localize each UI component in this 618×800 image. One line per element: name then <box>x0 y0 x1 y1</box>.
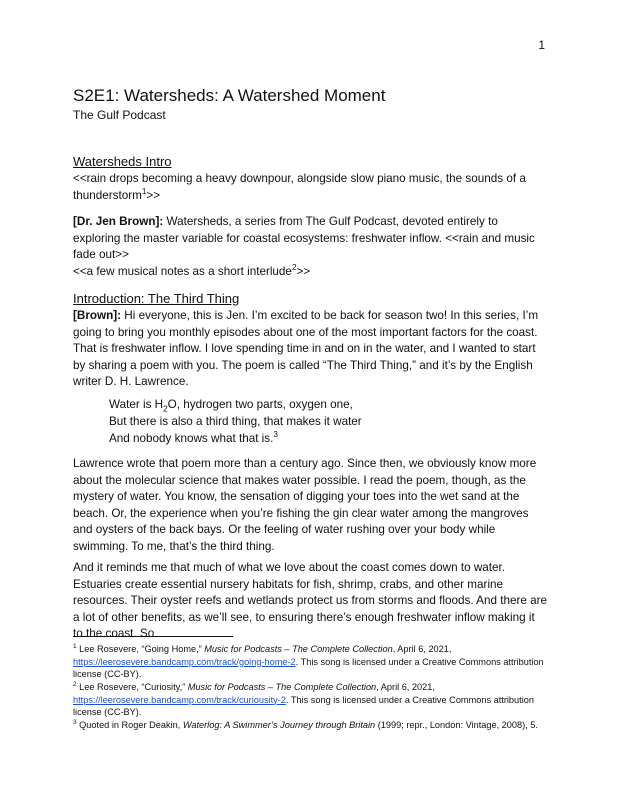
footnote-number: 3 <box>73 718 77 726</box>
speaker-paragraph-2 <box>73 308 547 391</box>
footnote-text: Quoted in Roger Deakin, <box>76 720 183 730</box>
footnote-date: , April 6, 2021, <box>392 644 452 654</box>
poem-subscript: 2 <box>163 404 168 414</box>
poem-line-2: But there is also a third thing, that makes it water <box>109 415 362 428</box>
footnote-date: , April 6, 2021, <box>376 682 435 692</box>
speaker-paragraph-1 <box>73 214 547 264</box>
section-heading-third-thing: Introduction: The Third Thing <box>73 291 240 306</box>
footnote-number: 1 <box>73 642 77 650</box>
footnote-text: Lee Rosevere, “Curiosity,” <box>76 682 188 692</box>
section-heading-intro: Watersheds Intro <box>73 154 172 169</box>
poem-line-1-b: O, hydrogen two parts, oxygen one, <box>167 398 353 411</box>
footnote-separator <box>73 636 233 637</box>
poem-line-3-text: And nobody knows what that is. <box>109 432 274 445</box>
footnote-ref-2[interactable]: 2 <box>291 263 297 273</box>
footnote-2 <box>73 681 553 719</box>
footnote-work-title: Music for Podcasts – The Complete Collection <box>187 682 377 692</box>
footnote-license: . This song is licensed under a Creative Commons attribution license (CC-BY). <box>73 694 534 718</box>
footnote-link[interactable]: https://leerosevere.bandcamp.com/track/going-home-2 <box>73 656 296 667</box>
footnote-work-title: Waterlog: A Swimmer’s Journey through Britain <box>182 720 376 730</box>
footnote-link[interactable]: https://leerosevere.bandcamp.com/track/curiousity-2 <box>73 694 286 705</box>
poem-line-1 <box>109 397 353 414</box>
interlude-cue <box>73 264 547 281</box>
poem-line-3 <box>109 431 278 448</box>
footnote-1 <box>73 643 553 681</box>
speaker-label: [Brown]: <box>73 309 122 322</box>
page-number: 1 <box>538 38 545 52</box>
intro-sound-cue <box>73 171 547 204</box>
footnote-number: 2 <box>73 680 77 688</box>
footnote-text: Lee Rosevere, “Going Home,” <box>76 644 205 654</box>
page-subtitle: The Gulf Podcast <box>73 108 166 122</box>
footnote-license: . This song is licensed under a Creative Commons attribution license (CC-BY). <box>73 656 544 680</box>
footnote-3 <box>73 719 553 732</box>
intro-sound-cue-end: >> <box>146 188 161 202</box>
poem-line-1-a: Water is H <box>109 398 164 411</box>
page-title: S2E1: Watersheds: A Watershed Moment <box>73 86 386 105</box>
intro-sound-cue-text: <<rain drops becoming a heavy downpour, alongside slow piano music, the sounds of a thunderstorm <box>73 172 526 202</box>
footnote-citation: (1999; repr., London: Vintage, 2008), 5. <box>375 720 538 730</box>
footnote-ref-1[interactable]: 1 <box>141 186 147 196</box>
speaker-label: [Dr. Jen Brown]: <box>73 215 164 228</box>
speaker-text: Hi everyone, this is Jen. I’m excited to be back for season two! In this series, I’m going to bring you monthly episodes about one of the most important factors for the coast. That is freshwater inflow. I love spending time in and on in the water, and I wanted to start by sharing a poem with you. The poem is called “The Third Thing,” and it’s by the English writer D. H. Lawrence. <box>73 309 539 388</box>
interlude-cue-end: >> <box>296 265 311 278</box>
paragraph-lawrence: Lawrence wrote that poem more than a century ago. Since then, we obviously know more about the molecular science that makes water possible. I read the poem, though, as the mystery of water. You know, the sensation of digging your toes into the wet sand at the beach. Or, the experience when you’re fishing the gin clear water among the mangroves and oysters of the back bays. Or the feeling of water rushing over your body while swimming. To me, that’s the third thing. <box>73 457 537 553</box>
footnote-ref-3[interactable]: 3 <box>273 430 278 440</box>
paragraph-coast: And it reminds me that much of what we love about the coast comes down to water. Estuaries create essential nursery habitats for fish, shrimp, crabs, and other marine resources. Their oyster reefs and wetlands protect us from storms and floods. And there are a lot of other benefits, as we’ll see, to ensuring there’s enough freshwater inflow making it to the coast. So <box>73 561 548 640</box>
footnote-work-title: Music for Podcasts – The Complete Collection <box>204 644 393 654</box>
interlude-cue-text: <<a few musical notes as a short interlude <box>73 265 292 278</box>
speaker-text: Watersheds, a series from The Gulf Podcast, devoted entirely to exploring the master variable for coastal ecosystems: freshwater inflow. <<rain and music fade out>> <box>73 215 535 261</box>
